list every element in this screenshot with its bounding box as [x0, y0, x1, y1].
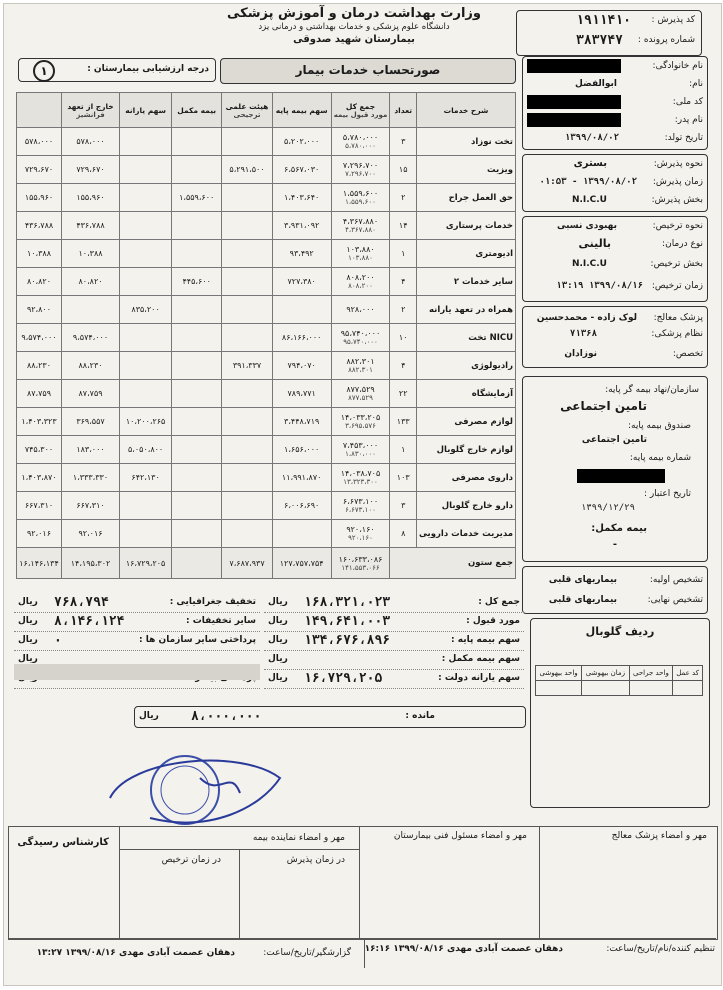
- service-base-share: ۵،۲۰۲،۰۰۰: [272, 128, 331, 156]
- header-extra: [17, 93, 62, 128]
- service-base-share: ۷۲۷،۳۸۰: [272, 268, 331, 296]
- total-right-unit: ریال: [268, 635, 288, 645]
- service-subsidy: ۸۳۵،۲۰۰: [120, 296, 172, 324]
- service-subsidy: [120, 128, 172, 156]
- admission-time: ۱۳۹۹/۰۸/۰۲ - ۰۱:۵۳: [539, 177, 637, 187]
- service-base-share: [272, 520, 331, 548]
- table-header-row: [17, 93, 516, 128]
- sum-supplementary: [172, 548, 222, 579]
- service-scientific: [222, 492, 273, 520]
- invoice-page: [3, 3, 722, 986]
- service-scientific: [222, 380, 273, 408]
- service-base-share: ۷۸۹،۷۷۱: [272, 380, 331, 408]
- total-right-unit: ریال: [268, 616, 288, 626]
- service-base-share: ۸۶،۱۶۶،۰۰۰: [272, 324, 331, 352]
- service-name: رادیولوژی: [416, 352, 515, 380]
- table-row: [17, 492, 516, 520]
- service-subsidy: [120, 380, 172, 408]
- admission-type: بستری: [573, 158, 607, 169]
- service-out-of-obligation-extra: ۸۷،۷۵۹: [17, 380, 62, 408]
- service-subsidy: [120, 324, 172, 352]
- service-out-of-obligation: ۸۸،۲۳۰: [62, 352, 120, 380]
- total-left-row: [14, 613, 260, 632]
- service-out-of-obligation-extra: ۴۳۶،۷۸۸: [17, 212, 62, 240]
- service-base-share: ۶،۰۰۶،۶۹۰: [272, 492, 331, 520]
- discharge-type-label: نحوه ترخیص:: [652, 221, 703, 231]
- service-subsidy: ۵،۰۵۰،۸۰۰: [120, 436, 172, 464]
- service-out-of-obligation-extra: ۶۶۷،۳۱۰: [17, 492, 62, 520]
- service-supplementary: [172, 296, 222, 324]
- service-total: ۱۰۳،۸۸۰ ۱۰۳،۸۸۰: [331, 240, 390, 268]
- service-subsidy: ۶۴۲،۱۳۰: [120, 464, 172, 492]
- services-body: [17, 128, 516, 548]
- stamp-inner-circle: [161, 766, 209, 814]
- total-right-label: سهم بیمه پایه :: [451, 635, 520, 645]
- physician-signature-label: مهر و امضاء پزشک معالج: [611, 831, 707, 841]
- service-supplementary: [172, 436, 222, 464]
- total-left-value: ۸،۱۴۶،۱۲۴: [54, 614, 125, 629]
- admission-ward: N.I.C.U: [571, 195, 607, 205]
- service-name: سایر خدمات ۲: [416, 268, 515, 296]
- service-supplementary: [172, 324, 222, 352]
- service-count: ۱۰۳: [390, 464, 416, 492]
- final-diagnosis: بیماریهای قلبی: [548, 595, 617, 605]
- service-count: ۳: [390, 492, 416, 520]
- global-col-op-code: کد عمل: [673, 666, 703, 681]
- insurance-fund: تامین اجتماعی: [581, 435, 647, 445]
- global-box: [530, 618, 710, 808]
- insurance-number-label: شماره بیمه پایه:: [629, 453, 691, 463]
- service-total: ۶،۶۷۳،۱۰۰ ۶،۶۷۳،۱۰۰: [331, 492, 390, 520]
- header-total: جمع کل مورد قبول بیمه: [331, 93, 390, 128]
- reporter-value: دهقان عصمت آبادی مهدی ۱۳۹۹/۰۸/۱۶ ۱۳:۲۷: [36, 948, 235, 958]
- auditor-signature-label: کارشناس رسیدگی: [17, 837, 109, 848]
- service-name: تخت نوزاد: [416, 128, 515, 156]
- redacted-father-name: [527, 113, 621, 127]
- supplementary-label: بیمه مکمل:: [591, 523, 647, 534]
- redacted-lastname: [527, 59, 621, 73]
- prepared-by-label: تنظیم کننده/نام/تاریخ/ساعت:: [606, 944, 715, 954]
- total-right-row: [264, 651, 524, 670]
- admission-time-label: زمان پذیرش:: [652, 177, 703, 187]
- service-supplementary: [172, 212, 222, 240]
- total-left-label: پرداختی سایر سازمان ها :: [139, 635, 256, 645]
- service-base-share: ۶،۵۶۷،۰۳۰: [272, 156, 331, 184]
- table-row: [17, 128, 516, 156]
- table-row: [17, 212, 516, 240]
- service-name: مدیریت خدمات دارویی: [416, 520, 515, 548]
- service-supplementary: [172, 128, 222, 156]
- service-out-of-obligation: ۱۰،۳۸۸: [62, 240, 120, 268]
- service-out-of-obligation-extra: ۹،۵۷۴،۰۰۰: [17, 324, 62, 352]
- service-count: ۴: [390, 352, 416, 380]
- admission-type-label: نحوه پذیرش:: [653, 159, 703, 169]
- service-base-share: ۱،۴۰۳،۶۴۰: [272, 184, 331, 212]
- global-empty-row: [536, 681, 703, 696]
- header-count: تعداد: [390, 93, 416, 128]
- service-supplementary: [172, 156, 222, 184]
- physician-box: [522, 306, 708, 368]
- table-row: [17, 184, 516, 212]
- service-scientific: [222, 268, 273, 296]
- file-number-label: شماره پرونده :: [637, 35, 695, 45]
- total-left-row: [14, 632, 260, 651]
- service-out-of-obligation: ۸۰،۸۲۰: [62, 268, 120, 296]
- redacted-national-id: [527, 95, 621, 109]
- service-scientific: [222, 436, 273, 464]
- balance-unit: ریال: [139, 711, 159, 721]
- service-supplementary: [172, 352, 222, 380]
- service-supplementary: [172, 240, 222, 268]
- global-title: ردیف گلوبال: [585, 625, 655, 638]
- validity-date: ۱۳۹۹/۱۲/۲۹: [580, 503, 635, 513]
- service-out-of-obligation-extra: ۷۲۹،۶۷۰: [17, 156, 62, 184]
- service-subsidy: [120, 240, 172, 268]
- total-left-unit: ریال: [18, 635, 38, 645]
- service-total: ۸۰۸،۲۰۰ ۸۰۸،۲۰۰: [331, 268, 390, 296]
- total-left-unit: ریال: [18, 654, 38, 664]
- service-out-of-obligation-extra: ۱،۴۰۳،۳۲۳: [17, 408, 62, 436]
- service-total: ۱۴،۰۳۳،۲۰۵ ۳،۶۹۵،۵۷۶: [331, 408, 390, 436]
- service-count: ۸: [390, 520, 416, 548]
- service-total: ۹۵،۷۴۰،۰۰۰ ۹۵،۷۴۰،۰۰۰: [331, 324, 390, 352]
- service-out-of-obligation-extra: ۷۴۵،۳۰۰: [17, 436, 62, 464]
- sum-subsidy: ۱۶،۷۲۹،۲۰۵: [120, 548, 172, 579]
- service-name: آزمایشگاه: [416, 380, 515, 408]
- sum-scientific: ۷،۶۸۷،۹۳۷: [222, 548, 273, 579]
- ministry-title: وزارت بهداشت درمان و آموزش پزشکی: [227, 6, 481, 21]
- global-table: [535, 665, 703, 696]
- service-scientific: [222, 184, 273, 212]
- service-name: دارو خارج گلوبال: [416, 492, 515, 520]
- service-base-share: [272, 296, 331, 324]
- firstname: ابوالفضل: [575, 79, 617, 89]
- service-count: ۱۴: [390, 212, 416, 240]
- total-right-unit: ریال: [268, 654, 288, 664]
- total-left-label: سایر تخفیفات :: [186, 616, 256, 626]
- service-out-of-obligation: ۳۶۹،۵۵۷: [62, 408, 120, 436]
- table-row: [17, 352, 516, 380]
- discharge-time-label: زمان ترخیص:: [651, 281, 703, 291]
- insurer-label: سازمان/نهاد بیمه گر پایه:: [605, 385, 699, 395]
- table-row: [17, 436, 516, 464]
- birth-label: تاریخ تولد:: [664, 133, 703, 143]
- admission-code-label: کد پذیرش :: [651, 15, 695, 25]
- service-subsidy: [120, 184, 172, 212]
- total-left-unit: ریال: [18, 616, 38, 626]
- final-diagnosis-label: تشخیص نهایی:: [647, 595, 703, 605]
- specialty-label: تخصص:: [672, 349, 703, 359]
- signature-stroke: [200, 778, 240, 793]
- lastname-label: نام خانوادگی:: [652, 61, 703, 71]
- form-title: صورتحساب خدمات بیمار: [295, 63, 441, 77]
- service-out-of-obligation: ۹۲،۰۱۶: [62, 520, 120, 548]
- service-total: ۵،۷۸۰،۰۰۰ ۵،۷۸۰،۰۰۰: [331, 128, 390, 156]
- service-subsidy: [120, 352, 172, 380]
- service-scientific: [222, 212, 273, 240]
- validity-label: تاریخ اعتبار :: [643, 489, 691, 499]
- insurance-fund-label: صندوق بیمه پایه:: [628, 421, 691, 431]
- total-right-value: ۱۴۹،۶۴۱،۰۰۳: [304, 614, 391, 629]
- service-total: ۷،۴۵۳،۰۰۰ ۱،۸۳۰،۰۰۰: [331, 436, 390, 464]
- prepared-by-value: دهقان عصمت آبادی مهدی ۱۳۹۹/۰۸/۱۶ ۱۶:۱۶: [364, 944, 563, 954]
- hospital-name: بیمارستان شهید صدوقی: [293, 34, 415, 45]
- father-label: نام پدر:: [674, 115, 703, 125]
- discharge-ward: N.I.C.U: [571, 259, 607, 269]
- service-count: ۲۲: [390, 380, 416, 408]
- total-left-value: ۷۶۸،۷۹۴: [54, 595, 109, 610]
- service-subsidy: ۱۰،۲۰۰،۲۶۵: [120, 408, 172, 436]
- header-scientific: هیئت علمی ترجیحی: [222, 93, 273, 128]
- service-count: ۲: [390, 296, 416, 324]
- total-left-row: [14, 594, 260, 613]
- service-out-of-obligation-extra: ۱،۴۰۳،۸۷۰: [17, 464, 62, 492]
- service-scientific: [222, 520, 273, 548]
- admission-ward-label: بخش پذیرش:: [651, 195, 703, 205]
- service-out-of-obligation: ۷۲۹،۶۷۰: [62, 156, 120, 184]
- global-header-row: [536, 666, 703, 681]
- service-name: حق العمل جراح: [416, 184, 515, 212]
- service-subsidy: [120, 156, 172, 184]
- service-count: ۱: [390, 240, 416, 268]
- service-out-of-obligation-extra: ۵۷۸،۰۰۰: [17, 128, 62, 156]
- treatment-label: نوع درمان:: [662, 239, 703, 249]
- service-out-of-obligation: ۴۳۶،۷۸۸: [62, 212, 120, 240]
- service-name: لوازم خارج گلوبال: [416, 436, 515, 464]
- service-total: ۷،۲۹۶،۷۰۰ ۷،۲۹۶،۷۰۰: [331, 156, 390, 184]
- service-total: ۹۲۰،۱۶۰ ۹۲۰،۱۶۰: [331, 520, 390, 548]
- table-row: [17, 324, 516, 352]
- service-total: ۸۷۷،۵۲۹ ۸۷۷،۵۲۹: [331, 380, 390, 408]
- service-supplementary: ۱،۵۵۹،۶۰۰: [172, 184, 222, 212]
- service-total: ۴،۳۶۷،۸۸۰ ۴،۳۶۷،۸۸۰: [331, 212, 390, 240]
- supplementary-value: -: [612, 539, 617, 550]
- service-out-of-obligation-extra: ۹۲،۸۰۰: [17, 296, 62, 324]
- balance-box: [134, 706, 526, 728]
- discharge-time-signature-label: در زمان ترخیص: [161, 855, 221, 865]
- total-right-label: مورد قبول :: [466, 616, 520, 626]
- birth-date: ۱۳۹۹/۰۸/۰۲: [564, 133, 619, 143]
- service-name: لوازم مصرفی: [416, 408, 515, 436]
- specialty: نوزادان: [564, 349, 597, 359]
- service-count: ۴: [390, 268, 416, 296]
- service-total: ۱،۵۵۹،۶۰۰ ۱،۵۵۹،۶۰۰: [331, 184, 390, 212]
- grade-value: ۱: [33, 60, 55, 82]
- header-supplementary: بیمه مکمل: [172, 93, 222, 128]
- discharge-time: ۱۳۹۹/۰۸/۱۶ ۱۳:۱۹: [556, 281, 643, 291]
- total-right-unit: ریال: [268, 673, 288, 683]
- service-name: داروی مصرفی: [416, 464, 515, 492]
- global-col-anesthesia-time: زمان بیهوشی: [582, 666, 629, 681]
- service-out-of-obligation: ۱،۳۳۳،۳۳۰: [62, 464, 120, 492]
- firstname-label: نام:: [689, 79, 703, 89]
- table-row: [17, 156, 516, 184]
- total-right-value: ۱۶،۷۲۹،۲۰۵: [304, 671, 383, 686]
- admission-box: [522, 154, 708, 212]
- total-left-label: تخفیف جغرافیایی :: [169, 597, 256, 607]
- service-name: خدمات پرستاری: [416, 212, 515, 240]
- service-scientific: ۵،۲۹۱،۵۰۰: [222, 156, 273, 184]
- service-name: NICU تخت: [416, 324, 515, 352]
- service-base-share: ۱،۶۵۶،۰۰۰: [272, 436, 331, 464]
- insurance-box: [522, 376, 708, 562]
- reporter-label: گزارشگیر/تاریخ/ساعت:: [263, 948, 351, 958]
- table-row: [17, 240, 516, 268]
- service-name: ادیومتری: [416, 240, 515, 268]
- primary-diagnosis: بیماریهای قلبی: [548, 575, 617, 585]
- global-col-anesthesia-unit: واحد بیهوشی: [536, 666, 582, 681]
- service-supplementary: [172, 492, 222, 520]
- grade-label: درجه ارزشیابی بیمارستان :: [87, 64, 209, 74]
- service-out-of-obligation-extra: ۱۵۵،۹۶۰: [17, 184, 62, 212]
- table-row: [17, 268, 516, 296]
- grade-box: [18, 58, 216, 82]
- sum-total: ۱۶۰،۶۳۳،۰۸۶ ۱۴۱،۵۵۳،۰۶۶: [331, 548, 390, 579]
- service-out-of-obligation: ۸۷،۷۵۹: [62, 380, 120, 408]
- service-scientific: [222, 464, 273, 492]
- service-name: همراه در تعهد یارانه: [416, 296, 515, 324]
- service-base-share: ۷۹۴،۰۷۰: [272, 352, 331, 380]
- sum-row: [17, 548, 516, 579]
- header-subsidy: سهم یارانه: [120, 93, 172, 128]
- total-right-row: [264, 632, 524, 651]
- treatment-type: بالینی: [578, 237, 611, 250]
- service-supplementary: [172, 464, 222, 492]
- service-subsidy: [120, 520, 172, 548]
- service-scientific: [222, 240, 273, 268]
- primary-diagnosis-label: تشخیص اولیه:: [649, 575, 703, 585]
- physician-name: لوک زاده - محمدحسین: [536, 313, 637, 323]
- sum-label: جمع ستون: [390, 548, 516, 579]
- sum-out1: ۱۶،۱۴۶،۱۳۴: [17, 548, 62, 579]
- physician-label: پزشک معالج:: [653, 313, 703, 323]
- service-subsidy: [120, 212, 172, 240]
- discharge-ward-label: بخش ترخیص:: [650, 259, 703, 269]
- service-out-of-obligation: ۱۸۳،۰۰۰: [62, 436, 120, 464]
- service-out-of-obligation-extra: ۹۲،۰۱۶: [17, 520, 62, 548]
- table-row: [17, 408, 516, 436]
- total-right-row: [264, 613, 524, 632]
- global-col-surgery-unit: واحد جراحی: [629, 666, 673, 681]
- service-total: ۱۴،۰۳۸،۷۰۵ ۱۳،۳۲۳،۳۰۰: [331, 464, 390, 492]
- total-right-unit: ریال: [268, 597, 288, 607]
- table-row: [17, 296, 516, 324]
- service-supplementary: ۴۴۵،۶۰۰: [172, 268, 222, 296]
- signature-scribble: [110, 761, 280, 823]
- insurer-org: تامین اجتماعی: [560, 399, 647, 413]
- service-total: ۹۲۸،۰۰۰: [331, 296, 390, 324]
- service-scientific: ۳۹۱،۳۳۷: [222, 352, 273, 380]
- service-scientific: [222, 296, 273, 324]
- service-out-of-obligation-extra: ۸۰،۸۲۰: [17, 268, 62, 296]
- service-count: ۱۳۳: [390, 408, 416, 436]
- university-name: دانشگاه علوم پزشکی و خدمات بهداشتی و درمانی یزد: [258, 22, 450, 32]
- patient-box: [522, 56, 708, 150]
- national-id-label: کد ملی:: [672, 97, 703, 107]
- table-row: [17, 464, 516, 492]
- service-count: ۳: [390, 128, 416, 156]
- total-right-value: ۱۶۸،۳۲۱،۰۲۳: [304, 595, 391, 610]
- total-right-row: [264, 594, 524, 613]
- service-name: ویزیت: [416, 156, 515, 184]
- admission-code: ۱۹۱۱۴۱۰: [576, 13, 631, 28]
- service-out-of-obligation: [62, 296, 120, 324]
- medical-code-label: نظام پزشکی:: [651, 329, 703, 339]
- service-count: ۲: [390, 184, 416, 212]
- service-subsidy: [120, 492, 172, 520]
- header-description: شرح خدمات: [416, 93, 515, 128]
- service-base-share: ۱۱،۹۹۱،۸۷۰: [272, 464, 331, 492]
- header-out-of-obligation: خارج از تعهد فرانشیز: [62, 93, 120, 128]
- admission-time-signature-label: در زمان پذیرش: [286, 855, 345, 865]
- stamp-and-signature: [90, 738, 290, 838]
- service-base-share: ۳،۴۴۸،۷۱۹: [272, 408, 331, 436]
- medical-code: ۷۱۳۶۸: [569, 329, 597, 339]
- total-left-unit: ریال: [18, 597, 38, 607]
- service-subsidy: [120, 268, 172, 296]
- signature-area: [8, 826, 718, 940]
- service-supplementary: [172, 408, 222, 436]
- total-right-label: سهم یارانه دولت :: [438, 673, 520, 683]
- service-supplementary: [172, 380, 222, 408]
- service-count: ۱: [390, 436, 416, 464]
- balance-label: مانده :: [405, 711, 435, 721]
- table-row: [17, 520, 516, 548]
- balance-value: ۸،۰۰۰،۰۰۰: [191, 709, 262, 724]
- sum-out2: ۱۴،۱۹۵،۳۰۲: [62, 548, 120, 579]
- redacted-insurance-number: [577, 469, 665, 483]
- discharge-type: بهبودی نسبی: [557, 221, 617, 231]
- service-scientific: [222, 324, 273, 352]
- shaded-blank-row: [14, 664, 260, 680]
- service-scientific: [222, 408, 273, 436]
- table-row: [17, 380, 516, 408]
- header-base-insurance: سهم بیمه پایه: [272, 93, 331, 128]
- total-right-label: جمع کل :: [478, 597, 520, 607]
- service-count: ۱۵: [390, 156, 416, 184]
- sum-base: ۱۲۷،۷۵۷،۷۵۴: [272, 548, 331, 579]
- insurance-rep-signature-label: مهر و امضاء نماینده بیمه: [252, 833, 345, 843]
- technical-signature-label: مهر و امضاء مسئول فنی بیمارستان: [393, 831, 527, 841]
- service-scientific: [222, 128, 273, 156]
- service-out-of-obligation: ۶۶۷،۳۱۰: [62, 492, 120, 520]
- total-right-row: [264, 670, 524, 689]
- form-title-box: [220, 58, 516, 84]
- admission-code-box: [516, 10, 702, 56]
- diagnosis-box: [522, 566, 708, 614]
- service-out-of-obligation-extra: ۱۰،۳۸۸: [17, 240, 62, 268]
- service-base-share: ۹۳،۴۹۲: [272, 240, 331, 268]
- file-number: ۳۸۳۷۴۷: [576, 33, 623, 48]
- total-left-value: ۰: [54, 633, 62, 648]
- service-supplementary: [172, 520, 222, 548]
- service-out-of-obligation: ۹،۵۷۴،۰۰۰: [62, 324, 120, 352]
- total-right-value: ۱۳۴،۶۷۶،۸۹۶: [304, 633, 391, 648]
- discharge-box: [522, 216, 708, 302]
- service-out-of-obligation: ۵۷۸،۰۰۰: [62, 128, 120, 156]
- service-total: ۸۸۲،۳۰۱ ۸۸۲،۳۰۱: [331, 352, 390, 380]
- total-right-label: سهم بیمه مکمل :: [441, 654, 520, 664]
- service-out-of-obligation-extra: ۸۸،۲۳۰: [17, 352, 62, 380]
- services-table: [16, 92, 516, 579]
- service-base-share: ۳،۹۳۱،۰۹۲: [272, 212, 331, 240]
- service-count: ۱۰: [390, 324, 416, 352]
- service-out-of-obligation: ۱۵۵،۹۶۰: [62, 184, 120, 212]
